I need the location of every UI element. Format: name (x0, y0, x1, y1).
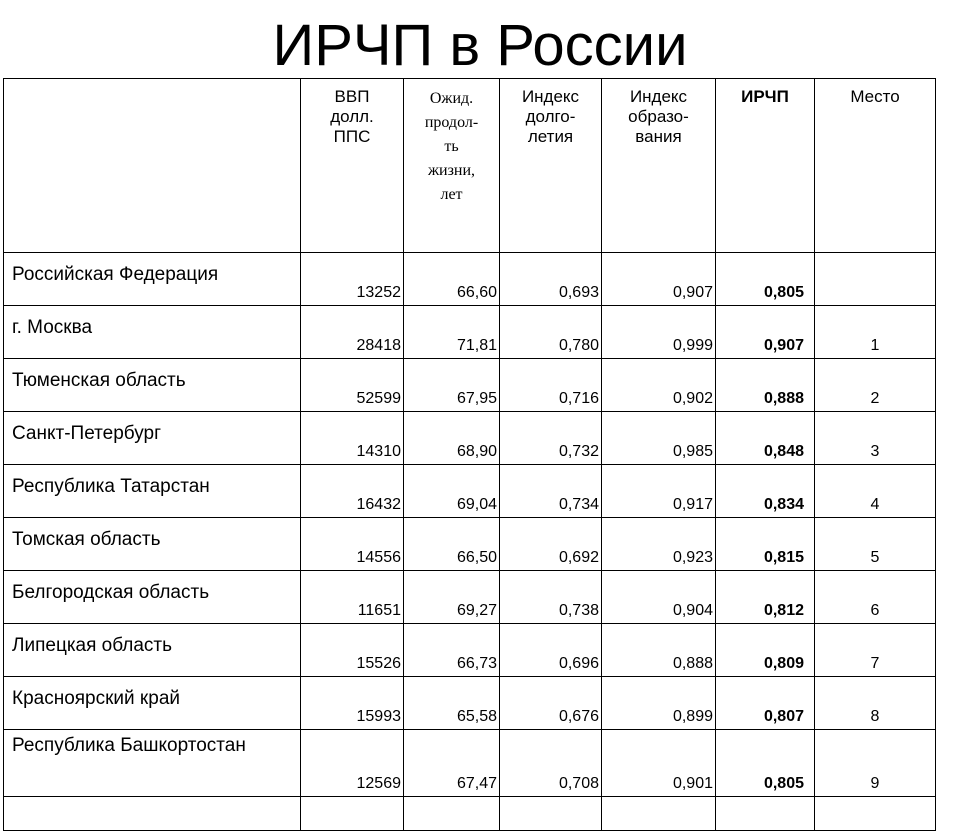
hdi-column-header: ИРЧП (716, 79, 815, 253)
gdp-cell: 52599 (301, 359, 404, 412)
hdi-cell: 0,834 (716, 465, 815, 518)
region-name-cell: Томская область (4, 518, 301, 571)
hdi-cell: 0,815 (716, 518, 815, 571)
region-column-header (4, 79, 301, 253)
slide-title: ИРЧП в России (272, 13, 688, 78)
longevity-index-cell: 0,692 (500, 518, 602, 571)
hdi-cell: 0,809 (716, 624, 815, 677)
gdp-header-line: ВВП (334, 87, 370, 106)
rank-cell: 8 (815, 677, 936, 730)
longevity-header-line: летия (527, 127, 574, 146)
life-header-line: продол- (424, 114, 479, 131)
table-row (4, 253, 936, 306)
education-index-cell: 0,985 (602, 412, 716, 465)
rank-cell (815, 253, 936, 306)
region-name-cell: Республика Татарстан (4, 465, 301, 518)
table-row (4, 518, 936, 571)
education-index-cell: 0,902 (602, 359, 716, 412)
education-header-line: вания (635, 127, 682, 146)
gdp-cell: 28418 (301, 306, 404, 359)
hdi-cell: 0,807 (716, 677, 815, 730)
life-expectancy-cell: 67,95 (404, 359, 500, 412)
longevity-header-line: Индекс (521, 87, 580, 106)
table-row (4, 624, 936, 677)
hdi-cell: 0,812 (716, 571, 815, 624)
longevity-header-line: долго- (525, 107, 576, 126)
table-body (4, 253, 936, 831)
life-header-line: Ожид. (429, 90, 474, 107)
life-expectancy-cell: 66,73 (404, 624, 500, 677)
rank-cell: 1 (815, 306, 936, 359)
hdi-table (3, 78, 936, 831)
gdp-cell: 15993 (301, 677, 404, 730)
life-header-line: ть (444, 138, 459, 155)
longevity-index-cell: 0,708 (500, 730, 602, 797)
gdp-column-header (301, 79, 404, 253)
gdp-cell: 16432 (301, 465, 404, 518)
longevity-index-cell: 0,716 (500, 359, 602, 412)
gdp-header-line: долл. (330, 107, 374, 126)
region-name-cell: Липецкая область (4, 624, 301, 677)
header-row (4, 79, 936, 253)
empty-cell (301, 797, 404, 831)
gdp-cell: 13252 (301, 253, 404, 306)
life-expectancy-cell: 69,27 (404, 571, 500, 624)
empty-cell (500, 797, 602, 831)
rank-cell: 7 (815, 624, 936, 677)
life-expectancy-cell: 66,50 (404, 518, 500, 571)
rank-cell: 5 (815, 518, 936, 571)
life-expectancy-column-header (404, 79, 500, 253)
life-expectancy-cell: 65,58 (404, 677, 500, 730)
rank-cell: 9 (815, 730, 936, 797)
education-index-column-header (602, 79, 716, 253)
rank-cell: 2 (815, 359, 936, 412)
education-header-line: образо- (628, 107, 689, 126)
education-index-cell: 0,899 (602, 677, 716, 730)
gdp-cell: 11651 (301, 571, 404, 624)
hdi-cell: 0,848 (716, 412, 815, 465)
empty-cell (716, 797, 815, 831)
table-row (4, 306, 936, 359)
longevity-index-cell: 0,693 (500, 253, 602, 306)
life-header-line: лет (440, 186, 463, 203)
gdp-cell: 14556 (301, 518, 404, 571)
table-row (4, 677, 936, 730)
table-row (4, 465, 936, 518)
region-name-cell: Санкт-Петербург (4, 412, 301, 465)
education-index-cell: 0,904 (602, 571, 716, 624)
rank-cell: 4 (815, 465, 936, 518)
education-index-cell: 0,999 (602, 306, 716, 359)
life-expectancy-cell: 67,47 (404, 730, 500, 797)
rank-cell: 6 (815, 571, 936, 624)
region-name-cell: Красноярский край (4, 677, 301, 730)
empty-cell (4, 797, 301, 831)
region-name-cell: Тюменская область (4, 359, 301, 412)
hdi-cell: 0,805 (716, 730, 815, 797)
longevity-index-cell: 0,732 (500, 412, 602, 465)
table-row-cutoff (4, 797, 936, 831)
region-name-cell: Республика Башкортостан (4, 730, 301, 797)
longevity-index-cell: 0,738 (500, 571, 602, 624)
life-expectancy-cell: 69,04 (404, 465, 500, 518)
table-row (4, 571, 936, 624)
hdi-cell: 0,907 (716, 306, 815, 359)
gdp-header-line: ППС (333, 127, 371, 146)
region-name-cell: Российская Федерация (4, 253, 301, 306)
longevity-index-cell: 0,676 (500, 677, 602, 730)
longevity-index-cell: 0,780 (500, 306, 602, 359)
table-row (4, 412, 936, 465)
life-expectancy-cell: 66,60 (404, 253, 500, 306)
table-row (4, 730, 936, 797)
longevity-index-cell: 0,696 (500, 624, 602, 677)
education-header-line: Индекс (629, 87, 688, 106)
region-name-cell: Белгородская область (4, 571, 301, 624)
education-index-cell: 0,907 (602, 253, 716, 306)
hdi-cell: 0,888 (716, 359, 815, 412)
empty-cell (602, 797, 716, 831)
empty-cell (404, 797, 500, 831)
rank-cell: 3 (815, 412, 936, 465)
hdi-cell: 0,805 (716, 253, 815, 306)
life-header-line: жизни, (427, 162, 476, 179)
rank-column-header: Место (815, 79, 936, 253)
education-index-cell: 0,923 (602, 518, 716, 571)
life-expectancy-cell: 68,90 (404, 412, 500, 465)
life-expectancy-cell: 71,81 (404, 306, 500, 359)
gdp-cell: 12569 (301, 730, 404, 797)
education-index-cell: 0,888 (602, 624, 716, 677)
empty-cell (815, 797, 936, 831)
gdp-cell: 14310 (301, 412, 404, 465)
region-name-cell: г. Москва (4, 306, 301, 359)
education-index-cell: 0,901 (602, 730, 716, 797)
gdp-cell: 15526 (301, 624, 404, 677)
longevity-index-column-header (500, 79, 602, 253)
table-row (4, 359, 936, 412)
longevity-index-cell: 0,734 (500, 465, 602, 518)
education-index-cell: 0,917 (602, 465, 716, 518)
